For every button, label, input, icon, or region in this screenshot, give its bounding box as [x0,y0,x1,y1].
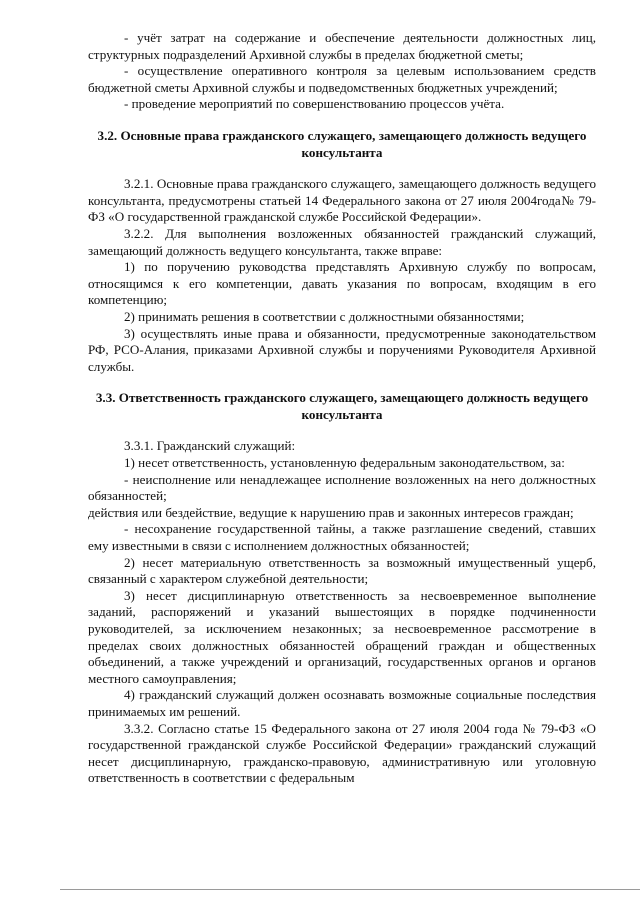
paragraph: 4) гражданский служащий должен осознавать возможные социальные последствия принимаемых им решений. [88,687,596,719]
paragraph: 1) несет ответственность, установленную федеральным законодательством, за: [124,455,565,471]
paragraph: - осуществление оперативного контроля за целевым использованием средств бюджетной сметы Архивной службы и подведомственных бюджетных учреждений; [88,63,596,95]
paragraph: - проведение мероприятий по совершенствованию процессов учёта. [124,96,505,112]
paragraph: 3.2.2. Для выполнения возложенных обязанностей гражданский служащий, замещающий должность ведущего консультанта, также вправе: [88,225,596,258]
section-heading: 3.2. Основные права гражданского служащего, замещающего должность ведущего консультанта [97,127,587,160]
paragraph: 3.3.1. Гражданский служащий: [124,438,296,454]
paragraph: 1) по поручению руководства представлять Архивную службу по вопросам, относящимся к его компетенции, давать указания по вопросам, входящим в его компетенцию; [88,259,596,308]
paragraph: действия или бездействие, ведущие к нарушению прав и законных интересов граждан; [88,504,574,520]
paragraph: 3.2.1. Основные права гражданского служащего, замещающего должность ведущего консультанта, предусмотрены статьей 14 Федерального закона от 27 июля 2004года№ 79-ФЗ «О государственной гражданской службе Российской Федерации». [88,176,596,225]
section-heading: 3.3. Ответственность гражданского служащего, замещающего должность ведущего консультанта [95,390,589,422]
paragraph: - неисполнение или ненадлежащее исполнение возложенных на него должностных обязанностей; [88,471,596,504]
paragraph: 3) осуществлять иные права и обязанности, предусмотренные законодательством РФ, РСО-Алания, приказами Архивной службы и поручениями Руководителя Архивной службы. [88,325,596,374]
document-body [88,30,596,787]
paragraph: 3) несет дисциплинарную ответственность за несвоевременное выполнение заданий, распоряжений и указаний вышестоящих в порядке подчиненности руководителей, за исключением незаконных; за несвоевременное рассмотрение в пределах своих должностных обязанностей обращений граждан и общественных объединений, а также учреждений и организаций, государственных органов и органов местного самоуправления; [88,587,596,686]
paragraph: - несохранение государственной тайны, а также разглашение сведений, ставших ему известными в связи с исполнением должностных обязанностей; [88,521,596,554]
paragraph: 2) принимать решения в соответствии с должностными обязанностями; [124,308,525,324]
paragraph: 3.3.2. Согласно статье 15 Федерального закона от 27 июля 2004 года № 79-ФЗ «О государственной гражданской службе Российской Федерации» гражданский служащий несет дисциплинарную, гражданско-правовую, административную или уголовную ответственность в соответствии с федеральным [88,720,596,786]
paragraph: - учёт затрат на содержание и обеспечение деятельности должностных лиц, структурных подразделений Архивной службы в пределах бюджетной сметы; [88,30,596,62]
page-bottom-rule [60,889,640,890]
paragraph: 2) несет материальную ответственность за возможный имущественный ущерб, связанный с характером служебной деятельности; [88,554,596,587]
